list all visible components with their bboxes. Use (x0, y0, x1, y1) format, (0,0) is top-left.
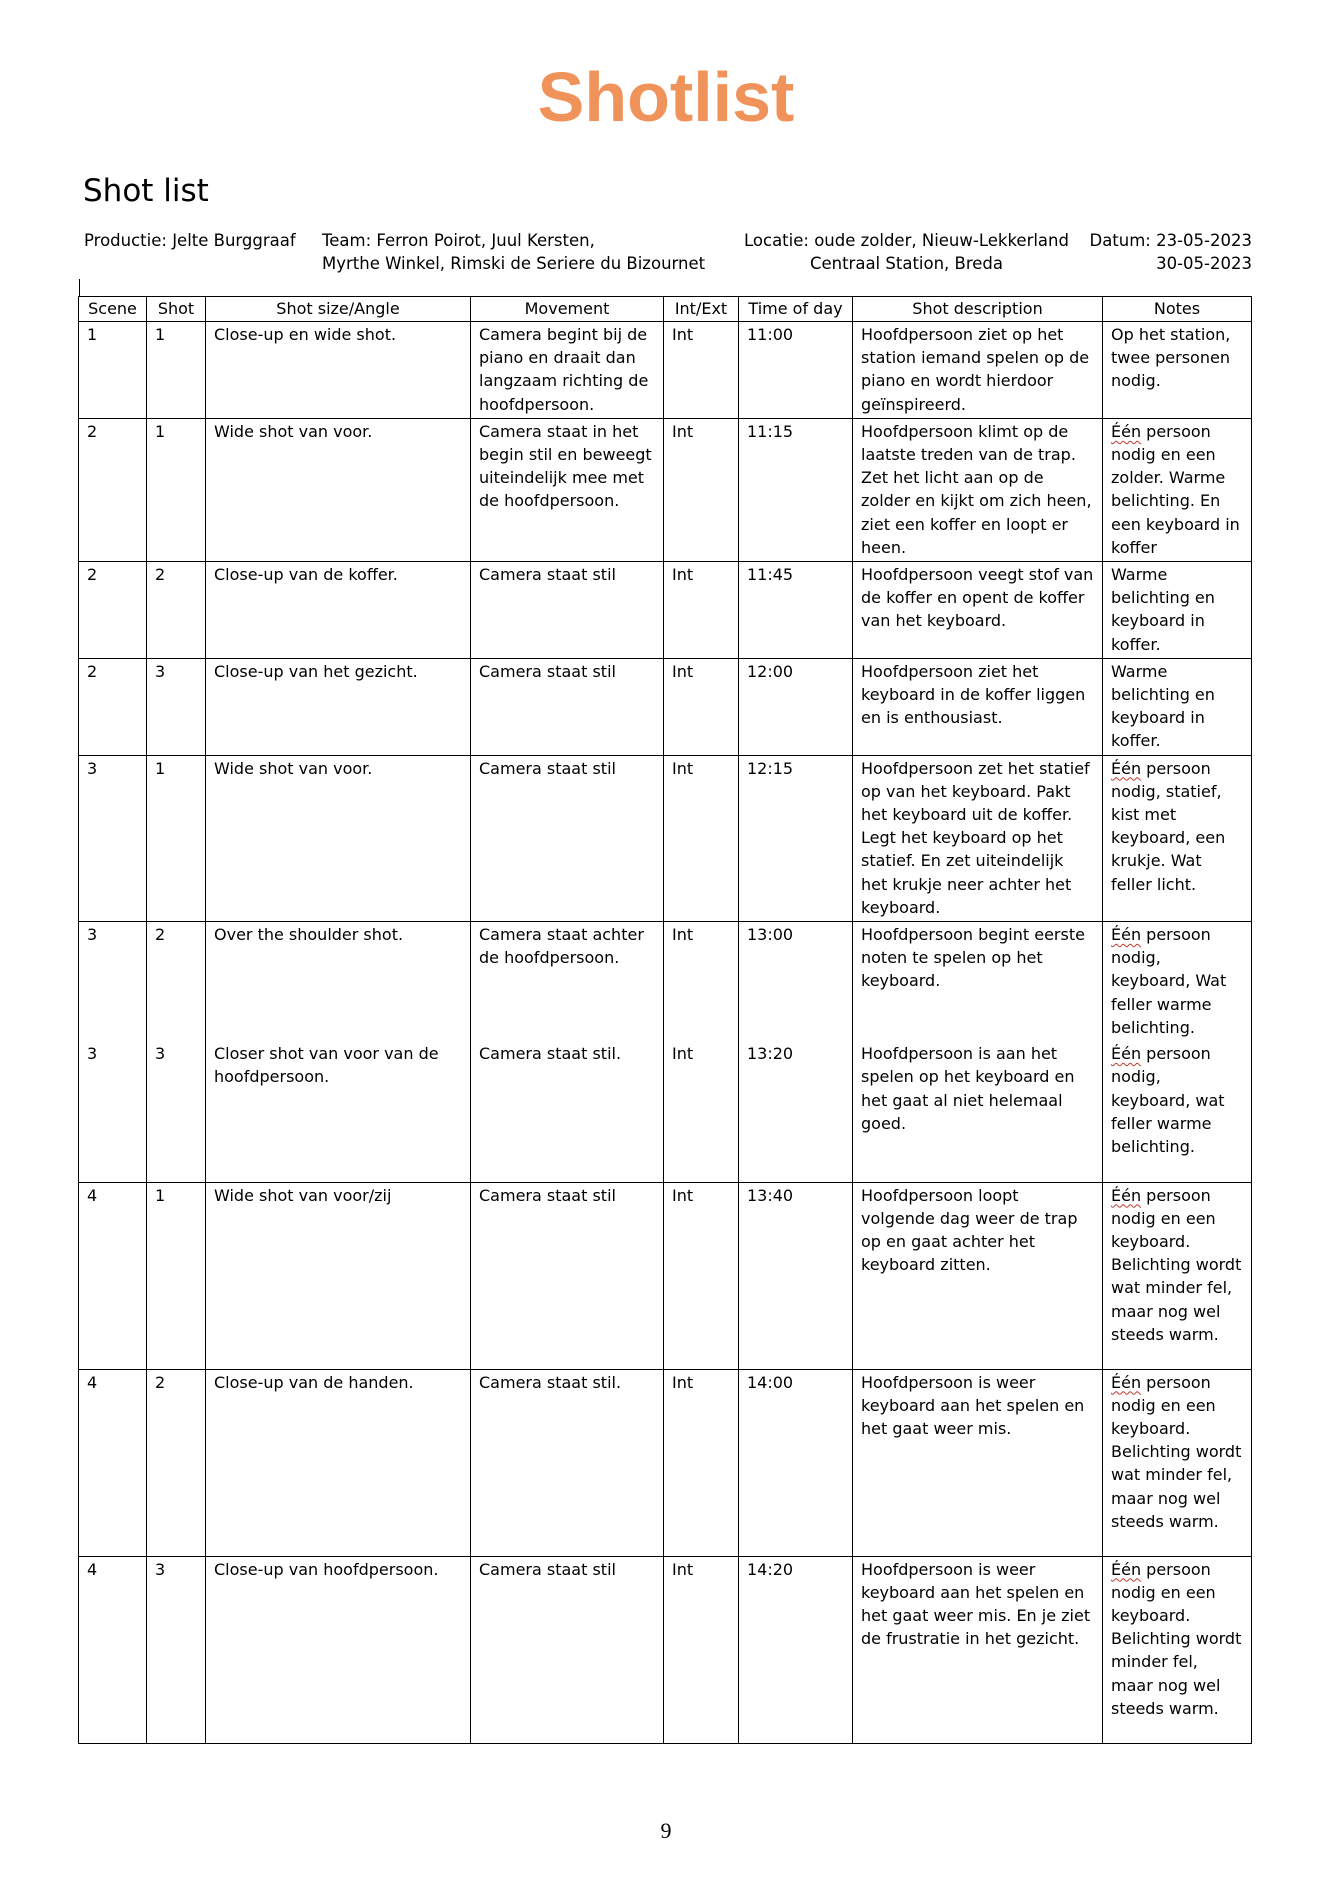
location-line-2: Centraal Station, Breda (809, 254, 1004, 273)
intext-cell: Int (664, 658, 739, 755)
intext-cell: Int (664, 1556, 739, 1743)
column-header-description: Shot description (853, 297, 1103, 322)
time-cell: 12:00 (739, 658, 853, 755)
movement-cell: Camera staat stil. (471, 1041, 664, 1182)
table-row (79, 1369, 1252, 1556)
time-cell: 14:20 (739, 1556, 853, 1743)
table-row (79, 1556, 1252, 1743)
team-line-1: Team: Ferron Poirot, Juul Kersten, (322, 231, 595, 250)
column-header-movement: Movement (471, 297, 664, 322)
page-number: 9 (660, 1818, 672, 1843)
table-row (79, 755, 1252, 921)
scene-cell: 3 (79, 1041, 147, 1182)
time-cell: 11:00 (739, 322, 853, 419)
time-cell: 11:45 (739, 562, 853, 659)
scene-cell: 2 (79, 418, 147, 561)
text-cursor (79, 279, 80, 297)
notes-cell (1103, 418, 1252, 561)
shot-cell: 3 (147, 1041, 206, 1182)
team-info (322, 229, 705, 275)
column-header-scene: Scene (79, 297, 147, 322)
intext-cell: Int (664, 1182, 739, 1369)
time-cell: 12:15 (739, 755, 853, 921)
intext-cell: Int (664, 562, 739, 659)
table-row (79, 922, 1252, 1042)
movement-cell: Camera staat stil. (471, 1369, 664, 1556)
column-header-time: Time of day (739, 297, 853, 322)
shotlist-table-wrapper (78, 296, 1251, 1744)
production-info (84, 229, 296, 252)
date-line-2: 30-05-2023 (1156, 254, 1252, 273)
notes-text: persoon nodig, keyboard, wat feller warme belichting. (1111, 1044, 1225, 1156)
shot-cell: 2 (147, 922, 206, 1042)
notes-text: persoon nodig en een keyboard. Belichting wordt wat minder fel, maar nog wel steeds warm. (1111, 1372, 1242, 1531)
description-cell: Hoofdpersoon is aan het spelen op het keyboard en het gaat al niet helemaal goed. (853, 1041, 1103, 1182)
shot-cell: 3 (147, 658, 206, 755)
intext-cell: Int (664, 755, 739, 921)
movement-cell: Camera staat achter de hoofdpersoon. (471, 922, 664, 1042)
description-cell: Hoofdpersoon veegt stof van de koffer en opent de koffer van het keyboard. (853, 562, 1103, 659)
intext-cell: Int (664, 922, 739, 1042)
table-row (79, 322, 1252, 419)
table-row (79, 562, 1252, 659)
size-cell: Close-up van de koffer. (206, 562, 471, 659)
table-row (79, 1182, 1252, 1369)
column-header-shot: Shot (147, 297, 206, 322)
movement-cell: Camera staat stil (471, 658, 664, 755)
description-cell: Hoofdpersoon is weer keyboard aan het spelen en het gaat weer mis. (853, 1369, 1103, 1556)
description-cell: Hoofdpersoon loopt volgende dag weer de trap op en gaat achter het keyboard zitten. (853, 1182, 1103, 1369)
notes-prefix: Één (1111, 1044, 1142, 1064)
movement-cell: Camera staat stil (471, 755, 664, 921)
movement-cell: Camera staat in het begin stil en beweegt uiteindelijk mee met de hoofdpersoon. (471, 418, 664, 561)
time-cell: 13:00 (739, 922, 853, 1042)
notes-prefix: Één (1111, 421, 1142, 441)
scene-cell: 4 (79, 1369, 147, 1556)
movement-cell: Camera begint bij de piano en draait dan langzaam richting de hoofdpersoon. (471, 322, 664, 419)
shotlist-table (78, 296, 1252, 1744)
scene-cell: 3 (79, 755, 147, 921)
shot-cell: 3 (147, 1556, 206, 1743)
date-info (1080, 229, 1252, 275)
size-cell: Wide shot van voor. (206, 755, 471, 921)
shot-cell: 1 (147, 322, 206, 419)
size-cell: Close-up van de handen. (206, 1369, 471, 1556)
scene-cell: 2 (79, 658, 147, 755)
size-cell: Close-up van het gezicht. (206, 658, 471, 755)
size-cell: Wide shot van voor. (206, 418, 471, 561)
document-title: Shotlist (537, 58, 795, 136)
notes-text: Op het station, twee personen nodig. (1111, 325, 1231, 391)
shot-cell: 1 (147, 755, 206, 921)
column-header-notes: Notes (1103, 297, 1252, 322)
notes-cell (1103, 1041, 1252, 1182)
intext-cell: Int (664, 322, 739, 419)
date-line-1: Datum: 23-05-2023 (1089, 231, 1252, 250)
scene-cell: 2 (79, 562, 147, 659)
notes-text: persoon nodig en een keyboard. Belichting wordt minder fel, maar nog wel steeds warm. (1111, 1559, 1242, 1718)
shot-cell: 2 (147, 562, 206, 659)
description-cell: Hoofdpersoon is weer keyboard aan het spelen en het gaat weer mis. En je ziet de frustratie in het gezicht. (853, 1556, 1103, 1743)
notes-text: persoon nodig, statief, kist met keyboard, een krukje. Wat feller licht. (1111, 758, 1226, 894)
description-cell: Hoofdpersoon klimt op de laatste treden van de trap. Zet het licht aan op de zolder en kijkt om zich heen, ziet een koffer en loopt er heen. (853, 418, 1103, 561)
notes-cell (1103, 1182, 1252, 1369)
notes-cell (1103, 922, 1252, 1042)
production-text: Productie: Jelte Burggraaf (84, 231, 296, 250)
notes-prefix: Één (1111, 925, 1142, 945)
scene-cell: 1 (79, 322, 147, 419)
location-info (744, 229, 1069, 275)
table-row (79, 418, 1252, 561)
movement-cell: Camera staat stil (471, 562, 664, 659)
movement-cell: Camera staat stil (471, 1182, 664, 1369)
intext-cell: Int (664, 418, 739, 561)
intext-cell: Int (664, 1041, 739, 1182)
size-cell: Over the shoulder shot. (206, 922, 471, 1042)
shot-cell: 1 (147, 1182, 206, 1369)
size-cell: Close-up en wide shot. (206, 322, 471, 419)
time-cell: 13:20 (739, 1041, 853, 1182)
intext-cell: Int (664, 1369, 739, 1556)
notes-text: Warme belichting en keyboard in koffer. (1111, 661, 1215, 751)
notes-prefix: Één (1111, 1372, 1142, 1392)
notes-prefix: Één (1111, 1185, 1142, 1205)
notes-text: persoon nodig, keyboard, Wat feller warme belichting. (1111, 925, 1227, 1037)
scene-cell: 4 (79, 1182, 147, 1369)
size-cell: Close-up van hoofdpersoon. (206, 1556, 471, 1743)
shot-cell: 1 (147, 418, 206, 561)
description-cell: Hoofdpersoon begint eerste noten te spelen op het keyboard. (853, 922, 1103, 1042)
notes-cell (1103, 322, 1252, 419)
scene-cell: 3 (79, 922, 147, 1042)
notes-prefix: Één (1111, 758, 1142, 778)
description-cell: Hoofdpersoon ziet het keyboard in de koffer liggen en is enthousiast. (853, 658, 1103, 755)
table-header-row (79, 297, 1252, 322)
notes-cell (1103, 562, 1252, 659)
notes-text: persoon nodig en een keyboard. Belichting wordt wat minder fel, maar nog wel steeds warm. (1111, 1185, 1242, 1344)
table-row (79, 658, 1252, 755)
notes-cell (1103, 658, 1252, 755)
table-row (79, 1041, 1252, 1182)
scene-cell: 4 (79, 1556, 147, 1743)
team-line-2: Myrthe Winkel, Rimski de Seriere du Bizournet (322, 254, 706, 273)
size-cell: Wide shot van voor/zij (206, 1182, 471, 1369)
notes-cell (1103, 1556, 1252, 1743)
shot-cell: 2 (147, 1369, 206, 1556)
description-cell: Hoofdpersoon zet het statief op van het keyboard. Pakt het keyboard uit de koffer. Legt het keyboard op het statief. En zet uiteindelijk het krukje neer achter het keyboard. (853, 755, 1103, 921)
notes-cell (1103, 755, 1252, 921)
notes-text: persoon nodig en een zolder. Warme belichting. En een keyboard in koffer (1111, 421, 1240, 557)
notes-prefix: Één (1111, 1559, 1142, 1579)
section-heading: Shot list (83, 173, 209, 209)
movement-cell: Camera staat stil (471, 1556, 664, 1743)
time-cell: 13:40 (739, 1182, 853, 1369)
column-header-size: Shot size/Angle (206, 297, 471, 322)
column-header-intext: Int/Ext (664, 297, 739, 322)
location-line-1: Locatie: oude zolder, Nieuw-Lekkerland (744, 231, 1069, 250)
size-cell: Closer shot van voor van de hoofdpersoon. (206, 1041, 471, 1182)
description-cell: Hoofdpersoon ziet op het station iemand spelen op de piano en wordt hierdoor geïnspireerd. (853, 322, 1103, 419)
notes-cell (1103, 1369, 1252, 1556)
time-cell: 14:00 (739, 1369, 853, 1556)
time-cell: 11:15 (739, 418, 853, 561)
notes-text: Warme belichting en keyboard in koffer. (1111, 565, 1215, 654)
